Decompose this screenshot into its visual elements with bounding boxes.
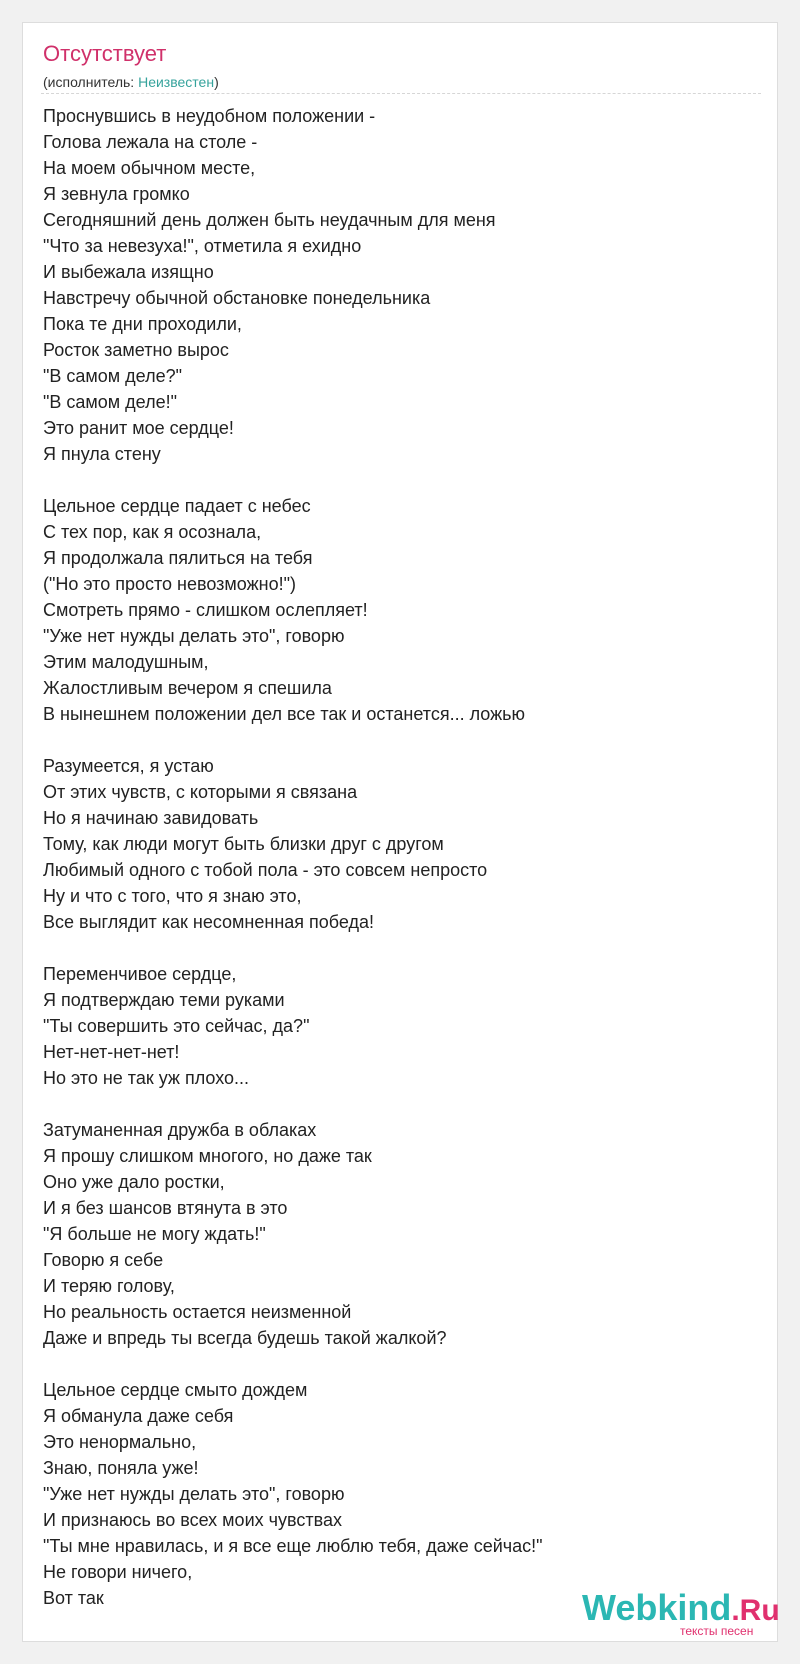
- stanza-break: [43, 727, 753, 753]
- lyric-line: Это ранит мое сердце!: [43, 418, 234, 438]
- lyric-line: Это ненормально,: [43, 1432, 197, 1452]
- lyric-line: Росток заметно вырос: [43, 340, 229, 360]
- lyric-line: "Ты мне нравилась, и я все еще люблю тебя, даже сейчас!": [43, 1536, 543, 1556]
- stanza-break: [43, 1091, 753, 1117]
- lyric-line: Даже и впредь ты всегда будешь такой жалкой?: [43, 1328, 447, 1348]
- lyric-line: Но я начинаю завидовать: [43, 808, 259, 828]
- artist-prefix: (исполнитель:: [43, 74, 139, 90]
- song-title: Отсутствует: [43, 41, 167, 66]
- lyric-line: Затуманенная дружба в облаках: [43, 1120, 317, 1140]
- lyric-line: Но реальность остается неизменной: [43, 1302, 352, 1322]
- logo-tagline: тексты песен: [680, 1624, 754, 1638]
- lyric-line: "Что за невезуха!", отметила я ехидно: [43, 236, 362, 256]
- lyric-line: Навстречу обычной обстановке понедельника: [43, 288, 431, 308]
- lyric-line: Вот так: [43, 1588, 104, 1608]
- lyric-line: "В самом деле!": [43, 392, 177, 412]
- lyric-line: Но это не так уж плохо...: [43, 1068, 250, 1088]
- lyric-line: "Ты совершить это сейчас, да?": [43, 1016, 310, 1036]
- stanza-break: [43, 935, 753, 961]
- stanza-break: [43, 1351, 753, 1377]
- artist-link[interactable]: Неизвестен: [138, 74, 215, 90]
- lyric-line: От этих чувств, с которыми я связана: [43, 782, 358, 802]
- lyric-line: Тому, как люди могут быть близки друг с другом: [43, 834, 444, 854]
- lyric-line: И я без шансов втянута в это: [43, 1198, 288, 1218]
- lyric-line: Все выглядит как несомненная победа!: [43, 912, 375, 932]
- lyric-line: На моем обычном месте,: [43, 158, 256, 178]
- site-logo[interactable]: [560, 1587, 780, 1644]
- lyric-line: "Уже нет нужды делать это", говорю: [43, 626, 345, 646]
- lyric-line: Говорю я себе: [43, 1250, 164, 1270]
- lyric-line: Оно уже дало ростки,: [43, 1172, 225, 1192]
- lyric-line: И теряю голову,: [43, 1276, 175, 1296]
- lyric-line: Я прошу слишком многого, но даже так: [43, 1146, 372, 1166]
- lyric-line: С тех пор, как я осознала,: [43, 522, 262, 542]
- lyric-line: Я пнула стену: [43, 444, 161, 464]
- lyric-line: Переменчивое сердце,: [43, 964, 237, 984]
- lyric-line: "Я больше не могу ждать!": [43, 1224, 266, 1244]
- header-divider: [41, 93, 761, 94]
- lyric-line: И выбежала изящно: [43, 262, 214, 282]
- stanza-break: [43, 467, 753, 493]
- lyric-line: Нет-нет-нет-нет!: [43, 1042, 180, 1062]
- lyric-line: Разумеется, я устаю: [43, 756, 214, 776]
- logo-tld: .Ru: [731, 1594, 780, 1627]
- lyric-line: Жалостливым вечером я спешила: [43, 678, 332, 698]
- lyric-line: Я обманула даже себя: [43, 1406, 234, 1426]
- lyric-line: ("Но это просто невозможно!"): [43, 574, 296, 594]
- lyric-line: Знаю, поняла уже!: [43, 1458, 199, 1478]
- lyric-line: И признаюсь во всех моих чувствах: [43, 1510, 342, 1530]
- lyric-line: "В самом деле?": [43, 366, 182, 386]
- lyric-line: Сегодняшний день должен быть неудачным для меня: [43, 210, 496, 230]
- artist-line: [43, 73, 219, 91]
- lyric-line: Я продолжала пялиться на тебя: [43, 548, 313, 568]
- artist-suffix: ): [214, 74, 219, 90]
- lyric-line: Пока те дни проходили,: [43, 314, 242, 334]
- lyric-line: Не говори ничего,: [43, 1562, 193, 1582]
- lyric-line: Проснувшись в неудобном положении -: [43, 106, 376, 126]
- lyrics-card: [22, 22, 778, 1642]
- lyric-line: Я зевнула громко: [43, 184, 190, 204]
- lyric-line: Любимый одного с тобой пола - это совсем непросто: [43, 860, 488, 880]
- lyric-line: Я подтверждаю теми руками: [43, 990, 285, 1010]
- logo-main-text: Webkind: [582, 1587, 732, 1628]
- lyric-line: Ну и что с того, что я знаю это,: [43, 886, 302, 906]
- lyric-line: "Уже нет нужды делать это", говорю: [43, 1484, 345, 1504]
- lyric-line: В нынешнем положении дел все так и останется... ложью: [43, 704, 526, 724]
- lyric-line: Цельное сердце падает с небес: [43, 496, 311, 516]
- lyric-line: Этим малодушным,: [43, 652, 209, 672]
- lyric-line: Цельное сердце смыто дождем: [43, 1380, 308, 1400]
- lyric-line: Голова лежала на столе -: [43, 132, 258, 152]
- lyrics-text: [43, 103, 753, 1611]
- lyric-line: Смотреть прямо - слишком ослепляет!: [43, 600, 368, 620]
